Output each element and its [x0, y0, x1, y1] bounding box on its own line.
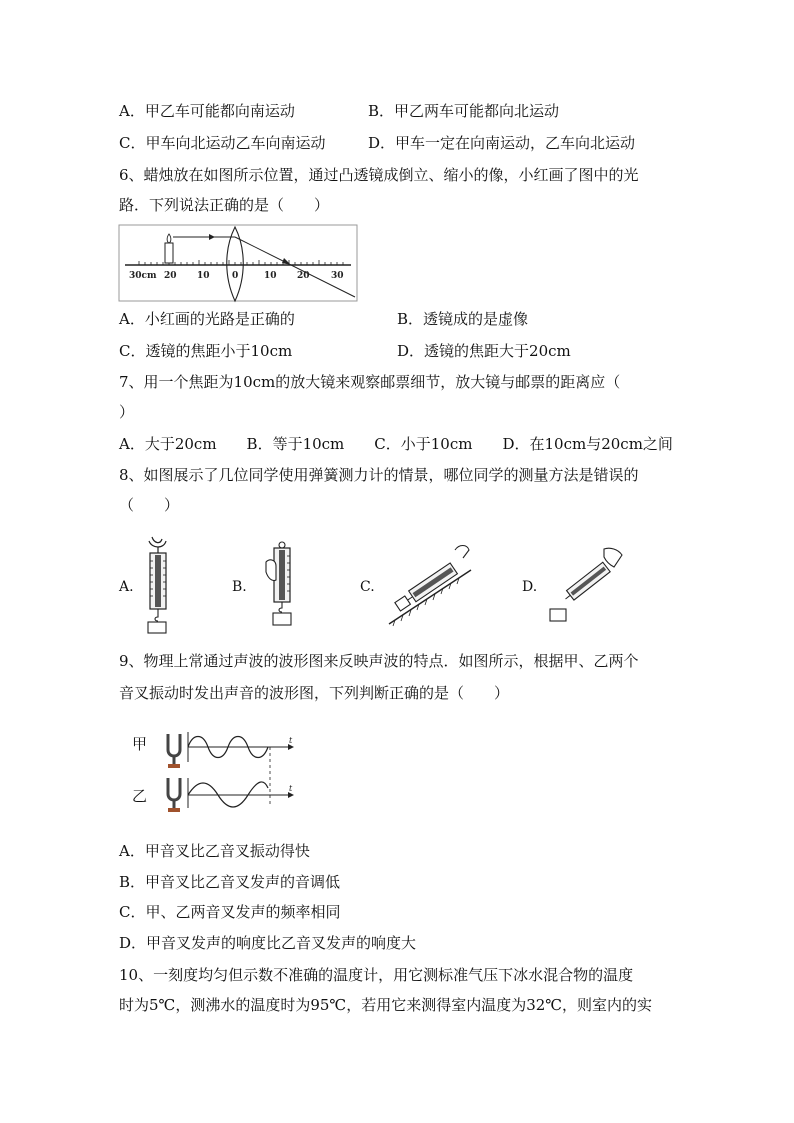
- q9-option-a: A．甲音叉比乙音叉振动得快: [119, 842, 310, 860]
- spring-scale-a-icon: [140, 535, 180, 635]
- spring-scale-d-icon: [548, 545, 628, 625]
- q9-stem-line1: 9、物理上常通过声波的波形图来反映声波的特点．如图所示，根据甲、乙两个: [119, 652, 639, 670]
- tuning-fork-icon: [168, 778, 180, 812]
- ruler-tick-label: 0: [232, 271, 239, 281]
- axis-t-label: t: [289, 736, 293, 745]
- spring-scale-c-icon: [385, 540, 475, 630]
- q8-label-d: D.: [522, 579, 538, 595]
- q10-stem-line2: 时为5℃，测沸水的温度时为95℃，若用它来测得室内温度为32℃，则室内的实: [119, 996, 653, 1014]
- q5-option-d: D．甲车一定在向南运动，乙车向北运动: [368, 134, 636, 152]
- q6-option-b: B．透镜成的是虚像: [397, 310, 529, 328]
- waveform-diagram: [160, 728, 300, 816]
- q5-option-a: A．甲乙车可能都向南运动: [119, 102, 295, 120]
- ruler-tick-label: 20: [297, 271, 310, 281]
- q8-label-c: C.: [360, 579, 375, 595]
- ruler-tick-label: 20: [164, 271, 177, 281]
- ruler-tick-label: 30: [331, 271, 344, 281]
- ruler-tick-label: 10: [197, 271, 210, 281]
- q6-option-c: C．透镜的焦距小于10cm: [119, 342, 293, 360]
- tuning-fork-icon: [168, 734, 180, 768]
- q8-stem-line1: 8、如图展示了几位同学使用弹簧测力计的情景，哪位同学的测量方法是错误的: [119, 466, 639, 484]
- ruler-tick-label: 10: [264, 271, 277, 281]
- q5-option-b: B．甲乙两车可能都向北运动: [368, 102, 560, 120]
- fork-jia-label: 甲: [132, 735, 148, 753]
- q8-label-a: A.: [119, 579, 134, 595]
- ruler-unit-label: 30cm: [129, 271, 157, 281]
- q8-label-b: B.: [232, 579, 247, 595]
- q6-option-a: A．小红画的光路是正确的: [119, 310, 295, 328]
- spring-scale-b-icon: [262, 540, 302, 630]
- q9-stem-line2: 音叉振动时发出声音的波形图，下列判断正确的是（ ）: [119, 684, 510, 702]
- q10-stem-line1: 10、一刻度均匀但示数不准确的温度计，用它测标准气压下冰水混合物的温度: [119, 966, 634, 984]
- q6-stem-line1: 6、蜡烛放在如图所示位置，通过凸透镜成倒立、缩小的像，小红画了图中的光: [119, 166, 639, 184]
- q9-option-b: B．甲音叉比乙音叉发声的音调低: [119, 873, 341, 891]
- q6-stem-line2: 路．下列说法正确的是（ ）: [119, 196, 330, 214]
- axis-t-label: t: [289, 784, 293, 793]
- candle-icon: [165, 234, 173, 263]
- q7-stem-line1: 7、用一个焦距为10cm的放大镜来观察邮票细节，放大镜与邮票的距离应（: [119, 373, 621, 391]
- lens-diagram: [119, 225, 359, 303]
- fork-yi-label: 乙: [132, 787, 148, 805]
- q6-option-d: D．透镜的焦距大于20cm: [397, 342, 571, 360]
- q7-stem-line2: ）: [119, 403, 135, 421]
- q9-option-c: C．甲、乙两音叉发声的频率相同: [119, 903, 341, 921]
- q9-option-d: D．甲音叉发声的响度比乙音叉发声的响度大: [119, 934, 417, 952]
- q5-option-c: C．甲车向北运动乙车向南运动: [119, 134, 326, 152]
- q7-options: A．大于20cm B．等于10cm C．小于10cm D．在10cm与20cm之间: [119, 435, 673, 453]
- q8-stem-line2: （ ）: [119, 496, 180, 514]
